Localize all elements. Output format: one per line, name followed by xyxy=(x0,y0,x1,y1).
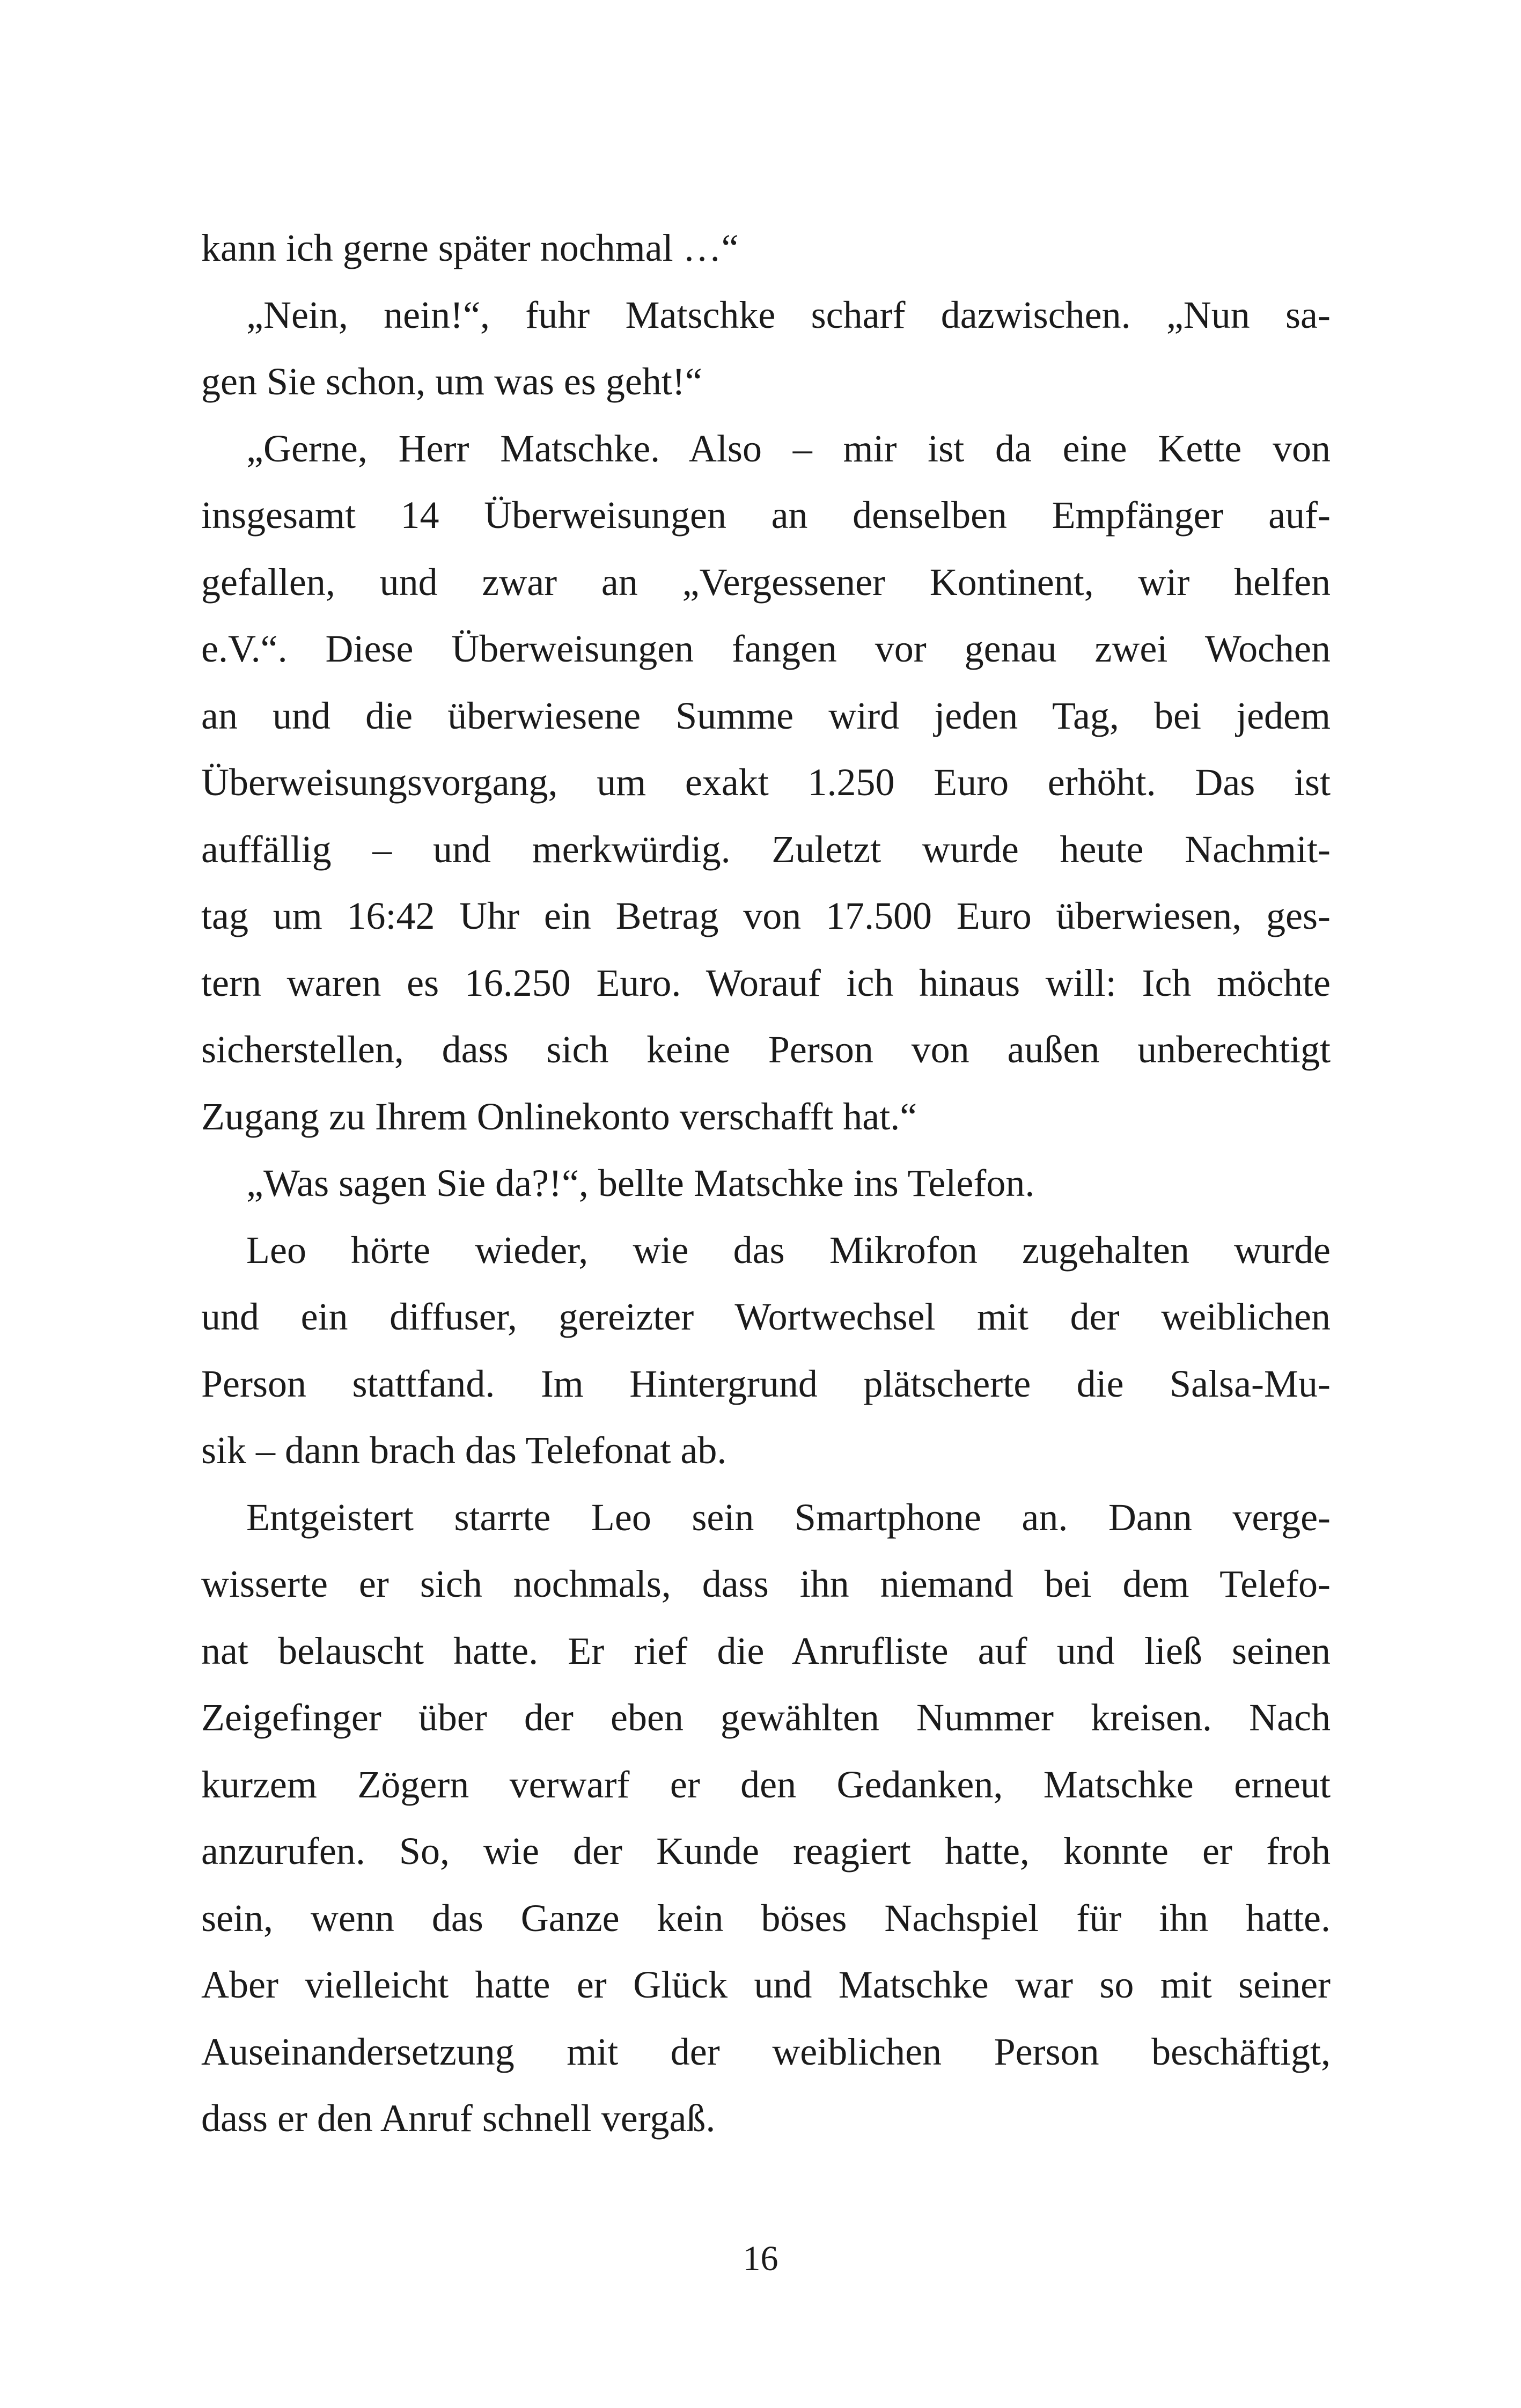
text-line: e.V.“. Diese Überweisungen fangen vor genau zwei Wochen xyxy=(201,627,1331,670)
text-line: Entgeistert starrte Leo sein Smartphone an. Dann verge- xyxy=(246,1495,1331,1539)
text-line: sein, wenn das Ganze kein böses Nachspiel für ihn hatte. xyxy=(201,1896,1331,1940)
text-line: gen Sie schon, um was es geht!“ xyxy=(201,360,702,403)
paragraph xyxy=(201,215,1331,282)
text-line: Auseinandersetzung mit der weiblichen Person beschäftigt, xyxy=(201,2030,1331,2073)
paragraph xyxy=(201,1150,1331,1217)
page-number: 16 xyxy=(743,2239,778,2278)
text-line: kurzem Zögern verwarf er den Gedanken, Matschke erneut xyxy=(201,1763,1331,1806)
paragraph xyxy=(201,282,1331,415)
page-body xyxy=(201,215,1331,2152)
text-line: dass er den Anruf schnell vergaß. xyxy=(201,2097,716,2140)
text-line: Aber vielleicht hatte er Glück und Matschke war so mit seiner xyxy=(201,1963,1331,2006)
text-line: tag um 16:42 Uhr ein Betrag von 17.500 Euro überwiesen, ges- xyxy=(201,894,1331,937)
text-line: und ein diffuser, gereizter Wortwechsel mit der weiblichen xyxy=(201,1295,1331,1338)
text-line: Leo hörte wieder, wie das Mikrofon zugehalten wurde xyxy=(246,1228,1331,1272)
text-line: „Nein, nein!“, fuhr Matschke scharf dazwischen. „Nun sa- xyxy=(246,293,1331,336)
text-line: sik – dann brach das Telefonat ab. xyxy=(201,1429,727,1472)
text-line: auffällig – und merkwürdig. Zuletzt wurde heute Nachmit- xyxy=(201,827,1331,871)
text-line: gefallen, und zwar an „Vergessener Kontinent, wir helfen xyxy=(201,560,1331,604)
text-line: insgesamt 14 Überweisungen an denselben Empfänger auf- xyxy=(201,494,1331,537)
text-line: Überweisungsvorgang, um exakt 1.250 Euro erhöht. Das ist xyxy=(201,761,1331,804)
text-line: sicherstellen, dass sich keine Person von außen unberechtigt xyxy=(201,1028,1331,1071)
text-line: an und die überwiesene Summe wird jeden Tag, bei jedem xyxy=(201,694,1331,737)
paragraph xyxy=(201,1217,1331,1484)
paragraph xyxy=(201,1484,1331,2152)
paragraph xyxy=(201,415,1331,1150)
text-line: Person stattfand. Im Hintergrund plätscherte die Salsa-Mu- xyxy=(201,1362,1331,1405)
text-line: tern waren es 16.250 Euro. Worauf ich hinaus will: Ich möchte xyxy=(201,961,1331,1004)
text-line: wisserte er sich nochmals, dass ihn niemand bei dem Telefo- xyxy=(201,1562,1331,1605)
text-line: „Gerne, Herr Matschke. Also – mir ist da eine Kette von xyxy=(246,427,1331,470)
text-line: anzurufen. So, wie der Kunde reagiert hatte, konnte er froh xyxy=(201,1830,1331,1873)
text-line: Zugang zu Ihrem Onlinekonto verschafft hat.“ xyxy=(201,1095,917,1138)
text-line: kann ich gerne später nochmal …“ xyxy=(201,226,739,269)
text-line: nat belauscht hatte. Er rief die Anrufliste auf und ließ seinen xyxy=(201,1629,1331,1672)
text-line: Zeigefinger über der eben gewählten Nummer kreisen. Nach xyxy=(201,1696,1331,1739)
text-line: „Was sagen Sie da?!“, bellte Matschke ins Telefon. xyxy=(246,1162,1035,1205)
